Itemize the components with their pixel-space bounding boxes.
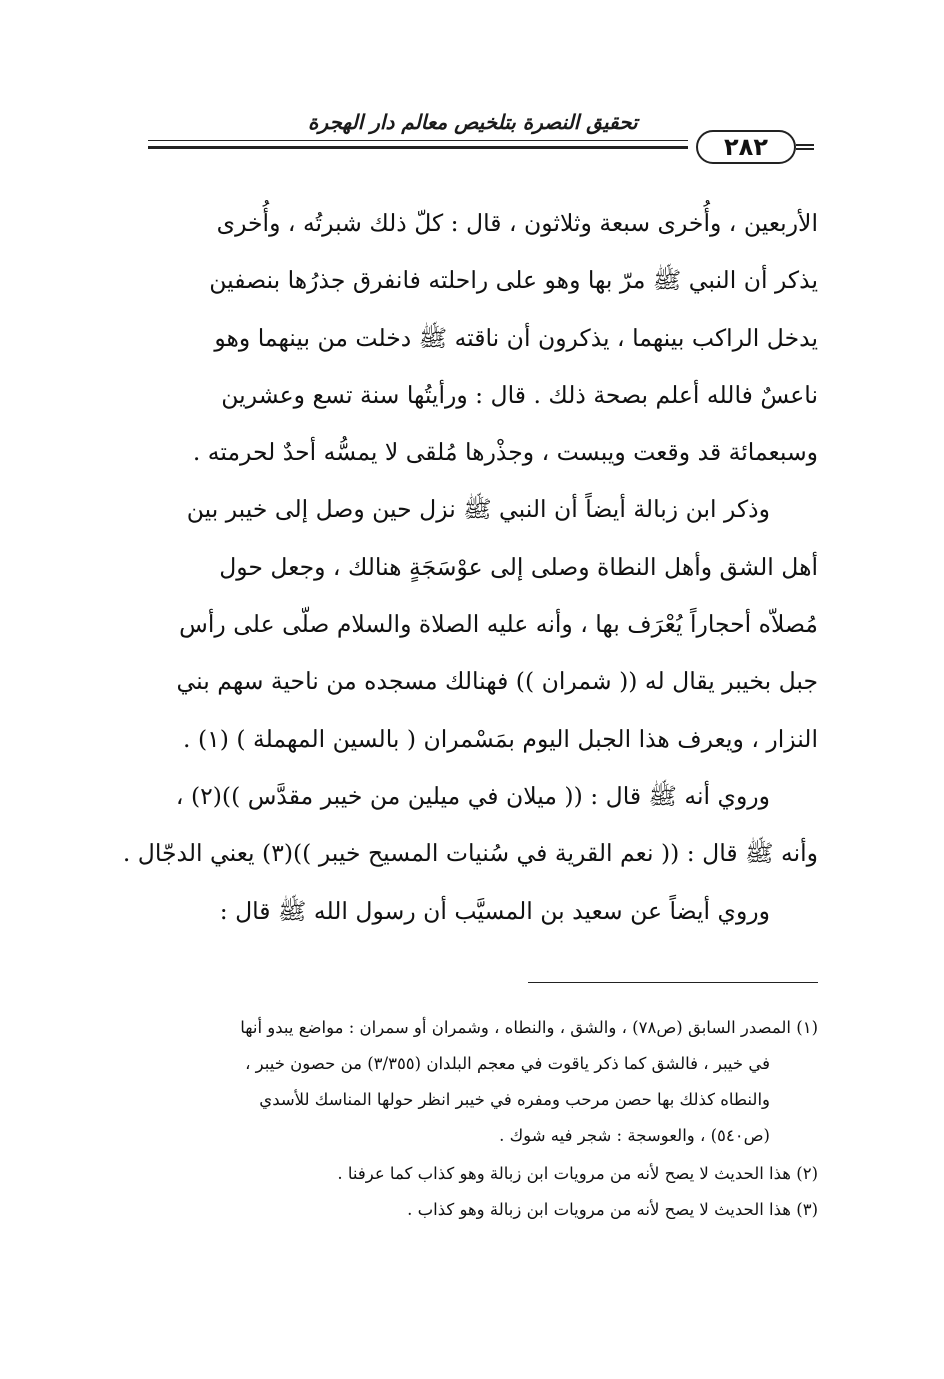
text-line: جبل بخيبر يقال له (( شمران )) فهنالك مسجده من ناحية سهم بني [176, 667, 818, 696]
text-line: وذكر ابن زبالة أيضاً أن النبي ﷺ نزل حين وصل إلى خيبر بين [186, 495, 770, 524]
page-number: ٢٨٢ [696, 130, 796, 164]
text-line: وروي أنه ﷺ قال : (( ميلان في ميلين من خيبر مقدَّس ))(٢) ، [175, 781, 770, 810]
page-number-ornament [796, 144, 814, 150]
text-line: وروي أيضاً عن سعيد بن المسيَّب أن رسول الله ﷺ قال : [219, 896, 770, 925]
footnote-2: (٢) هذا الحديث لا يصح لأنه من مرويات ابن زبالة وهو كذاب كما عرفنا . [337, 1164, 818, 1183]
footnote-1-line: (١) المصدر السابق (ص٧٨) ، والشق ، والنطاه ، وشمران أو سمران : مواضع يبدو أنها [240, 1018, 818, 1037]
text-line: النزار ، ويعرف هذا الجبل اليوم بمَسْمران ( بالسين المهملة ) (١) . [183, 724, 818, 753]
page-header [148, 100, 808, 160]
running-title: تحقيق النصرة بتلخيص معالم دار الهجرة [308, 110, 638, 134]
footnotes [122, 1010, 818, 1228]
text-line: يذكر أن النبي ﷺ مرّ بها وهو على راحلته فانفرق جذرُها بنصفين [209, 266, 818, 295]
text-line: وأنه ﷺ قال : (( نعم القرية في سُنيات المسيح خيبر ))(٣) يعني الدجّال . [122, 839, 818, 868]
text-line: مُصلاّه أحجاراً يُعْرَف بها ، وأنه عليه الصلاة والسلام صلّى على رأس [179, 610, 818, 639]
footnote-separator [528, 982, 818, 983]
header-rule-thick [148, 146, 688, 149]
text-line: وسبعمائة قد وقعت ويبست ، وجذْرها مُلقى لا يمسُّه أحدٌ لحرمته . [192, 438, 818, 467]
main-text [118, 195, 818, 940]
footnote-1-line: والنطاه كذلك بها حصن مرحب ومفره في خيبر انظر حولها المناسك للأسدي [259, 1090, 770, 1109]
footnote-1-line: في خيبر ، فالشق كما ذكر ياقوت في معجم البلدان (٣/٣٥٥) من حصون خيبر ، [245, 1054, 770, 1073]
text-line: يدخل الراكب بينهما ، يذكرون أن ناقته ﷺ دخلت من بينهما وهو [214, 323, 818, 352]
text-line: ناعسٌ فالله أعلم بصحة ذلك . قال : ورأيتُها سنة تسع وعشرين [221, 380, 818, 409]
header-rule [148, 140, 688, 141]
text-line: الأربعين ، وأُخرى سبعة وثلاثون ، قال : كلّ ذلك شبرتُه ، وأُخرى [216, 209, 818, 237]
footnote-3: (٣) هذا الحديث لا يصح لأنه من مرويات ابن زبالة وهو كذاب . [407, 1200, 818, 1219]
text-line: أهل الشق وأهل النطاة وصلى إلى عوْسَجَةٍ هنالك ، وجعل حول [219, 552, 818, 581]
footnote-1-line: (ص٥٤٠) ، والعوسجة : شجر فيه شوك . [499, 1126, 770, 1145]
